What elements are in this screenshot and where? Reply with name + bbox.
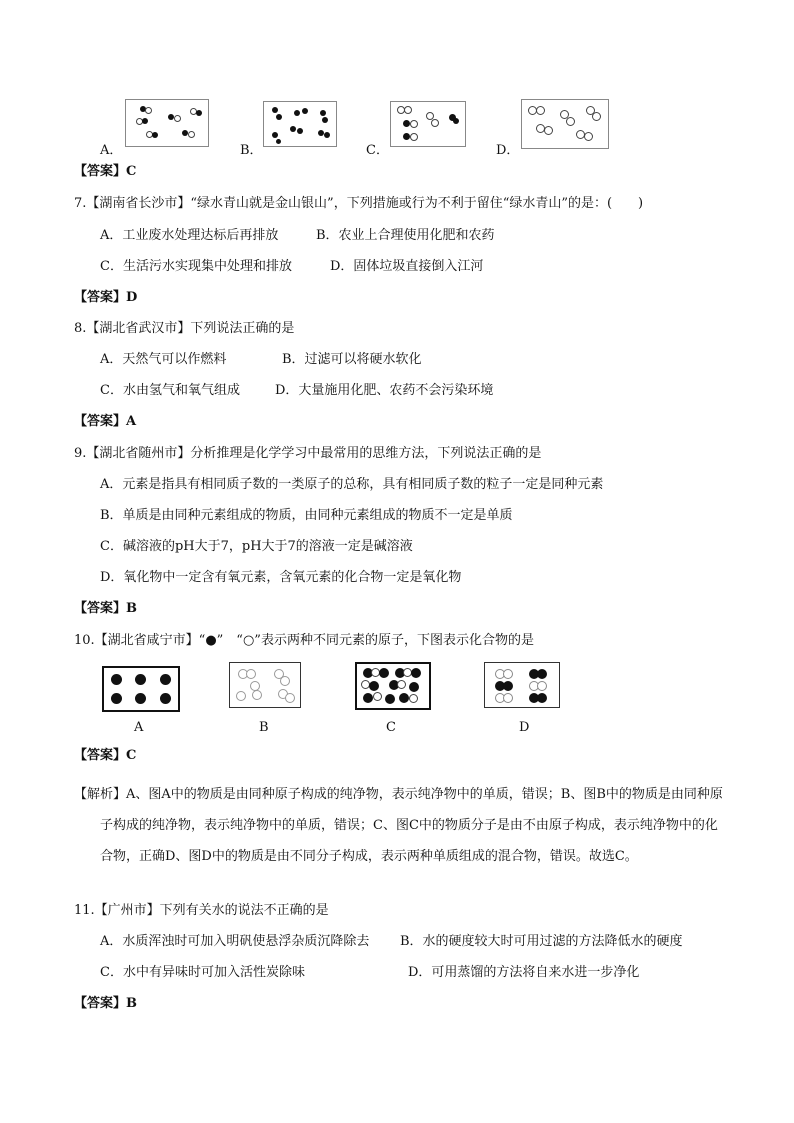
atom-white bbox=[584, 132, 593, 141]
atom-black bbox=[409, 682, 419, 692]
atom-white bbox=[145, 107, 152, 114]
q9-option-d: D．氧化物中一定含有氧元素，含氧元素的化合物一定是氧化物 bbox=[100, 570, 462, 585]
q8-option-d: D．大量施用化肥、农药不会污染环境 bbox=[275, 383, 494, 398]
atom-black bbox=[297, 128, 303, 134]
atom-black bbox=[320, 110, 326, 116]
atom-white bbox=[503, 693, 513, 703]
atom-black bbox=[135, 674, 146, 685]
atom-black bbox=[322, 117, 328, 123]
q6-option-c-label: C． bbox=[366, 143, 389, 158]
atom-white bbox=[188, 131, 195, 138]
atom-white bbox=[431, 119, 439, 127]
q6-option-b-image bbox=[263, 101, 337, 147]
atom-black bbox=[111, 674, 122, 685]
q7-stem: 7.【湖南省长沙市】“绿水青山就是金山银山”，下列措施或行为不利于留住“绿水青山”的是：( ) bbox=[74, 196, 644, 211]
q9-stem: 9.【湖北省随州市】分析推理是化学学习中最常用的思维方法，下列说法正确的是 bbox=[74, 446, 542, 461]
q10-figure-c bbox=[355, 662, 431, 710]
q10-stem: 10.【湖北省咸宁市】“●” “○”表示两种不同元素的原子，下图表示化合物的是 bbox=[74, 633, 534, 648]
q7-option-a: A．工业废水处理达标后再排放 bbox=[100, 228, 279, 243]
atom-white bbox=[592, 112, 601, 121]
q10-analysis: 【解析】A、图A中的物质是由同种原子构成的纯净物，表示纯净物中的单质，错误；B、图B中的物质是由同种原子构成的纯净物，表示纯净物中的单质，错误；C、图C中的物质分子是由不由原子构成，表示纯净物中的化合物，正确D、图D中的物质是由不同分子构成，表示两种单质组成的混合物，错误。故选C。 bbox=[74, 787, 723, 864]
q6-option-a-label: A． bbox=[100, 143, 123, 158]
atom-black bbox=[276, 114, 282, 120]
atom-white bbox=[280, 676, 290, 686]
q9-option-b: B．单质是由同种元素组成的物质，由同种元素组成的物质不一定是单质 bbox=[100, 508, 513, 523]
atom-white bbox=[397, 680, 406, 689]
q7-option-d: D．固体垃圾直接倒入江河 bbox=[330, 259, 484, 274]
atom-black bbox=[290, 126, 296, 132]
q7-answer: 【答案】D bbox=[74, 290, 138, 305]
atom-black bbox=[160, 693, 171, 704]
q11-option-b: B．水的硬度较大时可用过滤的方法降低水的硬度 bbox=[400, 934, 683, 949]
q9-option-a: A．元素是指具有相同质子数的一类原子的总称，具有相同质子数的粒子一定是同种元素 bbox=[100, 477, 604, 492]
q6-option-a-image bbox=[125, 99, 209, 147]
atom-white bbox=[285, 693, 295, 703]
q10-label-c: C bbox=[386, 720, 396, 735]
atom-black bbox=[135, 693, 146, 704]
atom-white bbox=[236, 691, 246, 701]
q8-answer: 【答案】A bbox=[74, 414, 137, 429]
atom-white bbox=[566, 117, 575, 126]
q6-answer: 【答案】C bbox=[74, 164, 137, 179]
atom-black bbox=[324, 132, 330, 138]
atom-black bbox=[503, 681, 513, 691]
atom-black bbox=[403, 120, 410, 127]
q11-stem: 11.【广州市】下列有关水的说法不正确的是 bbox=[74, 903, 329, 918]
q8-stem: 8.【湖北省武汉市】下列说法正确的是 bbox=[74, 321, 295, 336]
atom-black bbox=[302, 108, 308, 114]
atom-white bbox=[410, 133, 418, 141]
atom-black bbox=[363, 693, 373, 703]
q11-answer: 【答案】B bbox=[74, 996, 137, 1011]
q10-answer: 【答案】C bbox=[74, 748, 137, 763]
atom-white bbox=[410, 120, 418, 128]
q11-option-a: A．水质浑浊时可加入明矾使悬浮杂质沉降除去 bbox=[100, 934, 370, 949]
atom-black bbox=[537, 693, 547, 703]
atom-black bbox=[272, 107, 278, 113]
atom-black bbox=[272, 132, 278, 138]
atom-black bbox=[399, 693, 409, 703]
q6-option-c-image bbox=[390, 101, 466, 147]
q11-option-d: D．可用蒸馏的方法将自来水进一步净化 bbox=[408, 965, 640, 980]
atom-black bbox=[379, 668, 389, 678]
atom-black bbox=[403, 133, 410, 140]
atom-black bbox=[369, 681, 379, 691]
atom-white bbox=[174, 115, 181, 122]
q7-option-c: C．生活污水实现集中处理和排放 bbox=[100, 259, 292, 274]
q10-label-d: D bbox=[519, 720, 530, 735]
atom-white bbox=[536, 106, 545, 115]
atom-black bbox=[152, 132, 158, 138]
atom-white bbox=[246, 669, 256, 679]
q11-option-c: C．水中有异味时可加入活性炭除味 bbox=[100, 965, 305, 980]
q8-option-a: A．天然气可以作燃料 bbox=[100, 352, 227, 367]
atom-black bbox=[385, 694, 395, 704]
atom-white bbox=[252, 690, 262, 700]
q7-option-b: B．农业上合理使用化肥和农药 bbox=[316, 228, 495, 243]
q6-option-b-label: B． bbox=[240, 143, 263, 158]
atom-white bbox=[503, 669, 513, 679]
atom-black bbox=[142, 118, 148, 124]
atom-black bbox=[537, 669, 547, 679]
q9-option-c: C．碱溶液的pH大于7，pH大于7的溶液一定是碱溶液 bbox=[100, 539, 413, 554]
atom-white bbox=[404, 106, 412, 114]
atom-white bbox=[537, 681, 547, 691]
atom-black bbox=[294, 110, 300, 116]
q8-option-c: C．水由氢气和氧气组成 bbox=[100, 383, 240, 398]
q10-figure-d bbox=[484, 662, 560, 708]
q10-figure-b bbox=[229, 662, 301, 708]
atom-black bbox=[111, 693, 122, 704]
atom-black bbox=[276, 139, 281, 144]
q6-option-d-image bbox=[521, 99, 609, 149]
atom-white bbox=[409, 694, 418, 703]
q8-option-b: B．过滤可以将硬水软化 bbox=[282, 352, 422, 367]
q9-answer: 【答案】B bbox=[74, 601, 137, 616]
atom-black bbox=[411, 668, 421, 678]
q6-option-d-label: D． bbox=[496, 143, 520, 158]
q10-figure-a bbox=[102, 666, 180, 712]
atom-black bbox=[453, 118, 459, 124]
q10-label-a: A bbox=[134, 720, 144, 735]
atom-black bbox=[196, 110, 202, 116]
atom-white bbox=[373, 692, 382, 701]
atom-black bbox=[160, 674, 171, 685]
atom-white bbox=[544, 126, 553, 135]
q10-label-b: B bbox=[259, 720, 269, 735]
